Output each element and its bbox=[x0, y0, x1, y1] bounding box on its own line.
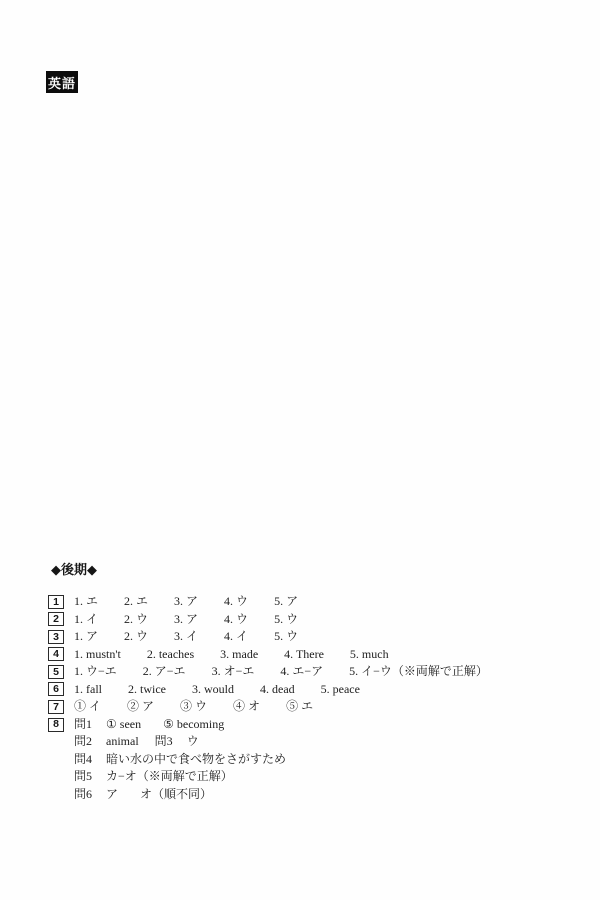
sub-question-label: 問2 bbox=[74, 734, 93, 748]
answer-item: 3. ア bbox=[174, 611, 199, 626]
sub-question-label: 問3 bbox=[154, 734, 173, 748]
answer-item: 2. ウ bbox=[124, 629, 149, 643]
answer-item: 2. twice bbox=[128, 681, 166, 696]
answer-row-6 bbox=[48, 681, 568, 699]
answer-item: 1. イ bbox=[74, 611, 99, 626]
answer-item: 暗い水の中で食べ物をさがすため bbox=[106, 751, 287, 766]
answer-item: カ−オ（※両解で正解） bbox=[106, 769, 233, 783]
answer-item: ④ オ bbox=[233, 699, 261, 713]
answer-item: ア bbox=[106, 786, 119, 801]
answer-row-2 bbox=[48, 611, 568, 629]
answer-item: オ（順不同） bbox=[140, 786, 213, 801]
answer-item: 2. ア−エ bbox=[142, 664, 186, 678]
answer-item: 5. ウ bbox=[274, 611, 299, 626]
question8-sublines bbox=[74, 716, 286, 804]
q8-line-mon1 bbox=[74, 716, 286, 734]
answer-item: 1. エ bbox=[74, 594, 99, 608]
answer-item: 2. エ bbox=[124, 594, 149, 608]
answer-item: 4. ウ bbox=[224, 594, 249, 608]
answer-items bbox=[74, 681, 360, 699]
answer-item: ① seen bbox=[106, 716, 142, 731]
answer-row-1 bbox=[48, 593, 568, 611]
sub-question-label: 問1 bbox=[74, 716, 93, 731]
answer-item: 2. ウ bbox=[124, 611, 149, 626]
question-number-box: 1 bbox=[48, 595, 64, 609]
answer-item: 4. イ bbox=[224, 629, 249, 643]
answer-items bbox=[74, 628, 298, 646]
answer-item: ウ bbox=[186, 734, 199, 748]
answer-key-section bbox=[48, 562, 568, 803]
subject-label: 英語 bbox=[47, 75, 76, 91]
q8-line-mon2-mon3 bbox=[74, 733, 286, 751]
answer-item: 5. ウ bbox=[274, 629, 299, 643]
answer-row-5 bbox=[48, 663, 568, 681]
answer-item: ⑤ エ bbox=[286, 699, 314, 713]
answer-item: 4. dead bbox=[260, 681, 295, 696]
answer-item: 3. ア bbox=[174, 594, 199, 608]
answer-item: 5. much bbox=[349, 646, 389, 661]
question-number-box: 2 bbox=[48, 612, 64, 626]
answer-rows bbox=[48, 593, 568, 803]
answer-items bbox=[74, 698, 313, 716]
answer-row-4 bbox=[48, 646, 568, 664]
answer-item: 5. ア bbox=[274, 594, 299, 608]
answer-item: 4. エ−ア bbox=[280, 664, 324, 678]
answer-row-7 bbox=[48, 698, 568, 716]
question-number-box: 5 bbox=[48, 665, 64, 679]
answer-item: 1. ウ−エ bbox=[74, 664, 117, 678]
answer-item: 1. ア bbox=[74, 629, 99, 643]
answer-item: 5. peace bbox=[320, 681, 360, 696]
question-number-box: 3 bbox=[48, 630, 64, 644]
answer-item: 3. オ−エ bbox=[211, 664, 255, 678]
answer-items bbox=[74, 663, 488, 681]
subject-badge bbox=[46, 71, 78, 93]
answer-item: ② ア bbox=[127, 699, 155, 713]
answer-row-8 bbox=[48, 716, 568, 804]
sub-question-label: 問4 bbox=[74, 751, 93, 766]
answer-item: 2. teaches bbox=[146, 646, 195, 661]
question-number-box: 7 bbox=[48, 700, 64, 714]
question-number-box: 6 bbox=[48, 682, 64, 696]
q8-line-mon5 bbox=[74, 768, 286, 786]
question-number-box: 4 bbox=[48, 647, 64, 661]
sub-question-label: 問6 bbox=[74, 786, 93, 801]
sub-question-label: 問5 bbox=[74, 769, 93, 783]
section-heading: ◆後期◆ bbox=[51, 562, 97, 577]
answer-items bbox=[74, 646, 389, 664]
answer-item: 3. made bbox=[220, 646, 259, 661]
answer-items bbox=[74, 611, 298, 629]
answer-item: 4. There bbox=[284, 646, 324, 661]
answer-item: 3. would bbox=[192, 681, 234, 696]
answer-item: 3. イ bbox=[174, 629, 199, 643]
answer-item: ⑤ becoming bbox=[163, 716, 225, 731]
q8-line-mon4 bbox=[74, 751, 286, 769]
answer-item: ③ ウ bbox=[180, 699, 208, 713]
answer-item: 1. mustn't bbox=[74, 646, 121, 661]
q8-line-mon6 bbox=[74, 786, 286, 804]
answer-item: 1. fall bbox=[74, 681, 102, 696]
question-number-box: 8 bbox=[48, 718, 64, 732]
answer-items bbox=[74, 593, 298, 611]
answer-item: 5. イ−ウ（※両解で正解） bbox=[349, 664, 488, 678]
answer-row-3 bbox=[48, 628, 568, 646]
answer-item: ① イ bbox=[74, 699, 102, 713]
answer-item: animal bbox=[106, 734, 139, 748]
answer-item: 4. ウ bbox=[224, 611, 249, 626]
